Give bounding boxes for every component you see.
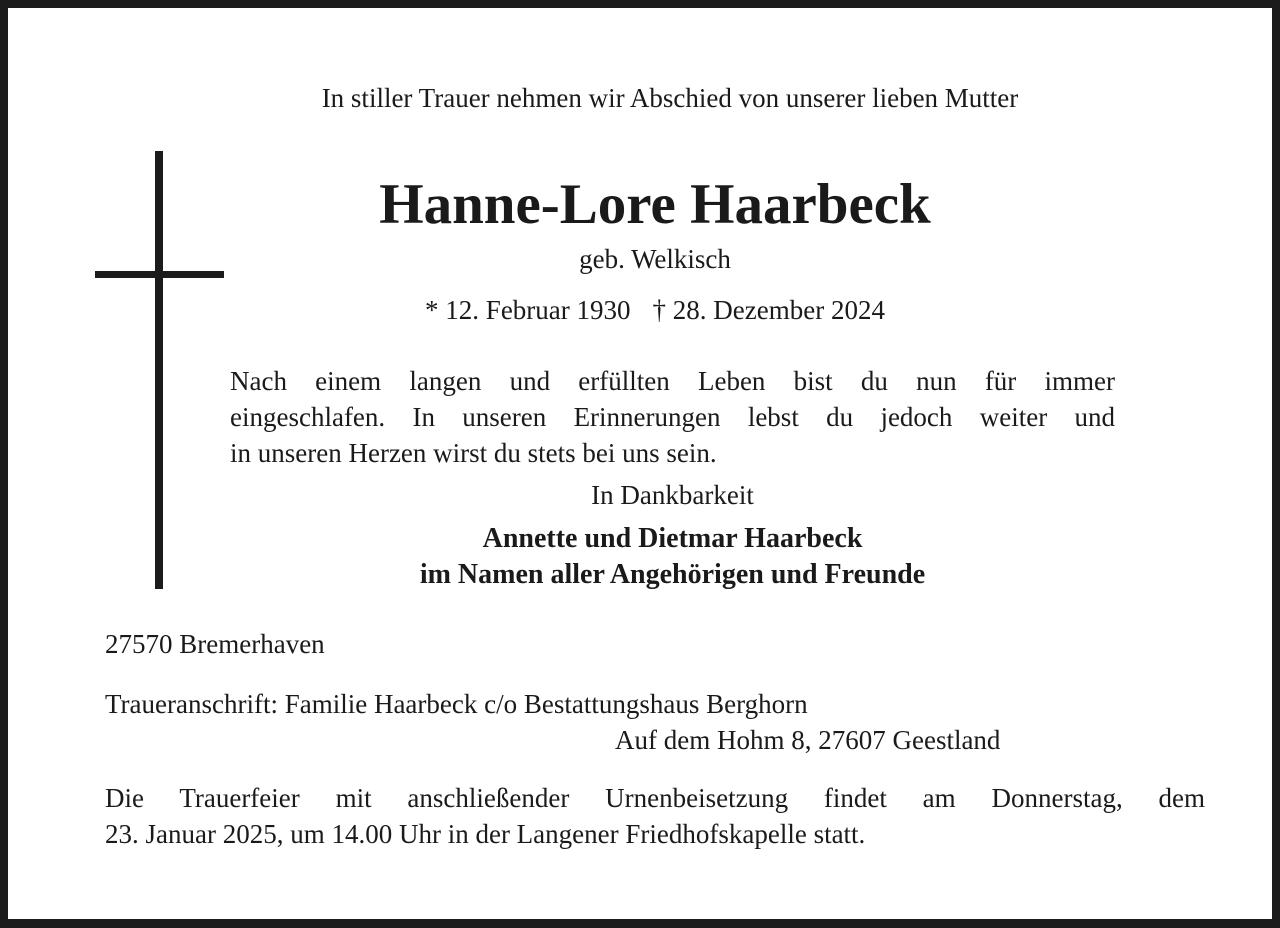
maiden-name: geb. Welkisch [579, 244, 731, 274]
gratitude-text: In Dankbarkeit [591, 480, 754, 510]
death-date: † 28. Dezember 2024 [652, 295, 885, 325]
ceremony-text-line: 23. Januar 2025, um 14.00 Uhr in der Langener Friedhofskapelle statt. [105, 819, 866, 849]
ceremony-text-line: Die Trauerfeier mit anschließender Urnenbeisetzung findet am Donnerstag, dem [105, 783, 1205, 813]
signers [0, 521, 1280, 593]
deceased-name: Hanne-Lore Haarbeck [379, 173, 931, 236]
tribute-line: in unseren Herzen wirst du stets bei uns sein. [230, 438, 717, 468]
tribute-line: Nach einem langen und erfüllten Leben bist du nun für immer [230, 366, 1115, 396]
signer-note: im Namen aller Angehörigen und Freunde [419, 559, 926, 590]
life-dates [0, 292, 1280, 328]
birth-date: * 12. Februar 1930 [425, 295, 631, 325]
signer-names: Annette und Dietmar Haarbeck [482, 523, 863, 554]
mourning-address-line: Traueranschrift: Familie Haarbeck c/o Bestattungshaus Berghorn [105, 689, 808, 719]
mourning-address-street: Auf dem Hohm 8, 27607 Geestland [615, 725, 1001, 755]
intro-text: In stiller Trauer nehmen wir Abschied von unserer lieben Mutter [321, 83, 1019, 113]
tribute-line: eingeschlafen. In unseren Erinnerungen lebst du jedoch weiter und [230, 402, 1115, 432]
city-line: 27570 Bremerhaven [105, 629, 325, 659]
